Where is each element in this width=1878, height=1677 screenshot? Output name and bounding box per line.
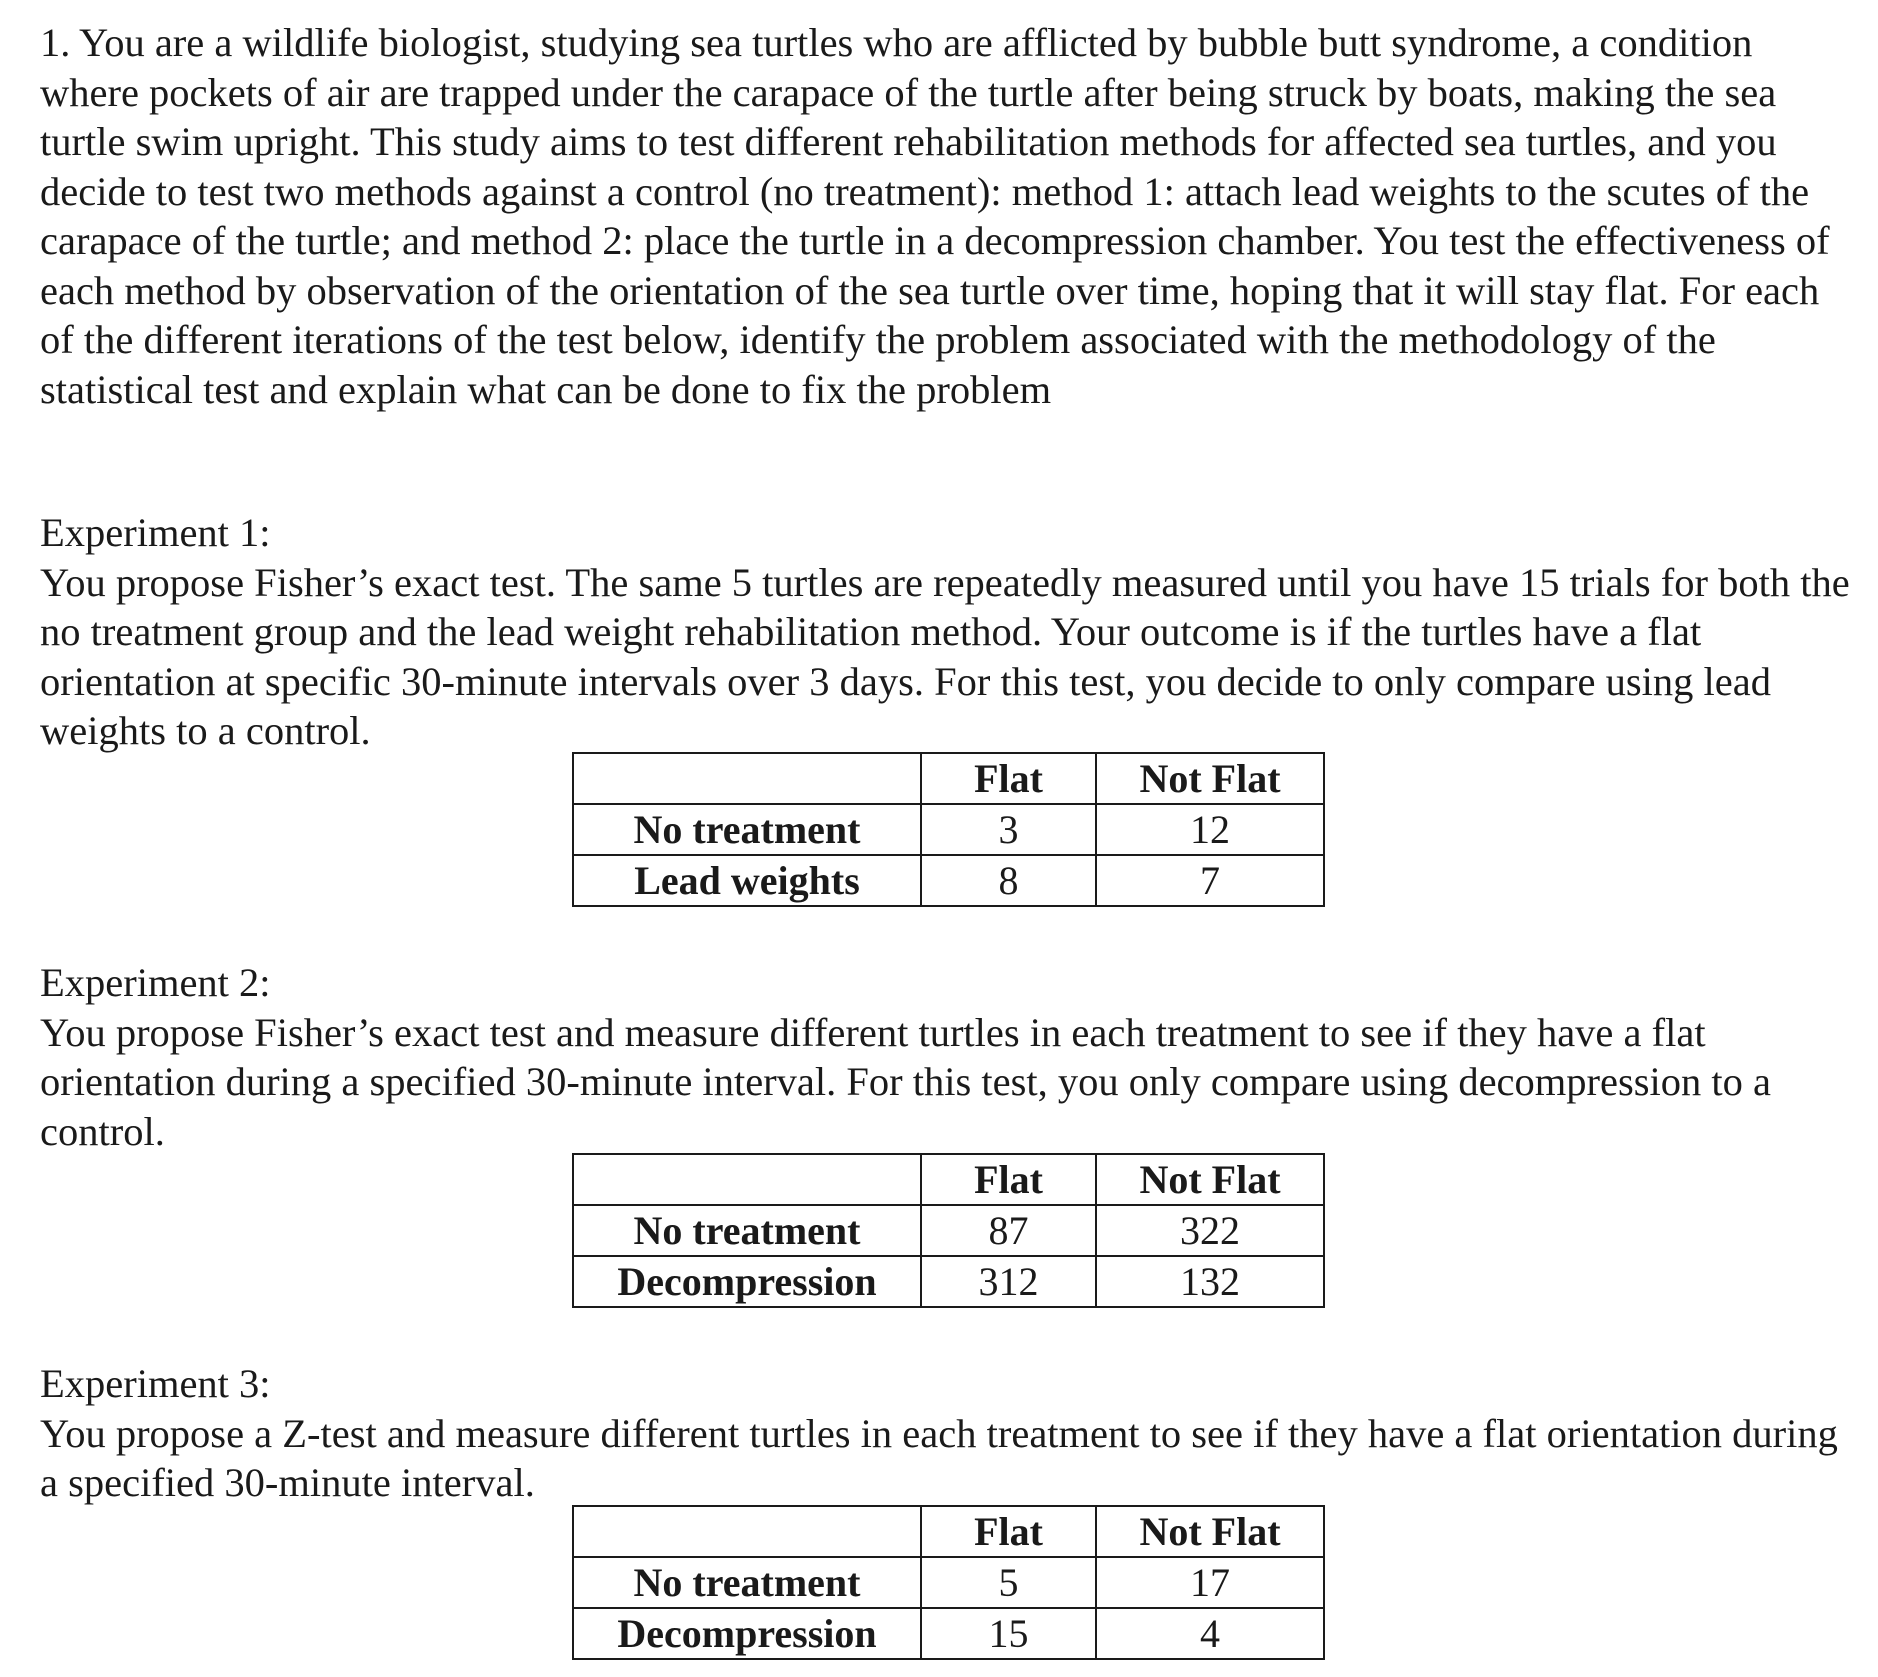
cell-not-flat: 132 bbox=[1096, 1256, 1324, 1307]
cell-not-flat: 322 bbox=[1096, 1205, 1324, 1256]
table-header-row bbox=[573, 1154, 1324, 1205]
table-row bbox=[573, 804, 1324, 855]
cell-flat: 5 bbox=[921, 1557, 1096, 1608]
row-label: Decompression bbox=[573, 1256, 921, 1307]
cell-flat: 87 bbox=[921, 1205, 1096, 1256]
table-corner-cell bbox=[573, 753, 921, 804]
column-header-flat: Flat bbox=[921, 1506, 1096, 1557]
table-corner-cell bbox=[573, 1154, 921, 1205]
experiment-2 bbox=[40, 958, 1860, 1156]
experiment-heading: Experiment 2: bbox=[40, 960, 271, 1005]
table-corner-cell bbox=[573, 1506, 921, 1557]
cell-not-flat: 17 bbox=[1096, 1557, 1324, 1608]
experiment-1 bbox=[40, 508, 1860, 756]
experiment-description: You propose Fisher’s exact test and measure different turtles in each treatment to see if they have a flat orientation during a specified 30-minute interval. For this test, you only compare using decompression to a control. bbox=[40, 1009, 1771, 1154]
document-page bbox=[40, 18, 1860, 1656]
row-label: No treatment bbox=[573, 1205, 921, 1256]
column-header-not-flat: Not Flat bbox=[1096, 1154, 1324, 1205]
column-header-flat: Flat bbox=[921, 1154, 1096, 1205]
cell-not-flat: 12 bbox=[1096, 804, 1324, 855]
column-header-not-flat: Not Flat bbox=[1096, 1506, 1324, 1557]
row-label: Decompression bbox=[573, 1608, 921, 1659]
contingency-table-1 bbox=[572, 752, 1325, 907]
table-row bbox=[573, 855, 1324, 906]
table-row bbox=[573, 1205, 1324, 1256]
column-header-flat: Flat bbox=[921, 753, 1096, 804]
question-intro: 1. You are a wildlife biologist, studying sea turtles who are afflicted by bubble butt syndrome, a condition where pockets of air are trapped under the carapace of the turtle after being struck by boats, making the sea turtle swim upright. This study aims to test different rehabilitation methods for affected sea turtles, and you decide to test two methods against a control (no treatment): method 1: attach lead weights to the scutes of the carapace of the turtle; and method 2: place the turtle in a decompression chamber. You test the effectiveness of each method by observation of the orientation of the sea turtle over time, hoping that it will stay flat. For each of the different iterations of the test below, identify the problem associated with the methodology of the statistical test and explain what can be done to fix the problem bbox=[40, 20, 1830, 412]
cell-flat: 8 bbox=[921, 855, 1096, 906]
table-row bbox=[573, 1608, 1324, 1659]
experiment-heading: Experiment 1: bbox=[40, 510, 271, 555]
cell-flat: 15 bbox=[921, 1608, 1096, 1659]
table-row bbox=[573, 1557, 1324, 1608]
row-label: No treatment bbox=[573, 1557, 921, 1608]
column-header-not-flat: Not Flat bbox=[1096, 753, 1324, 804]
experiment-description: You propose Fisher’s exact test. The same 5 turtles are repeatedly measured until you have 15 trials for both the no treatment group and the lead weight rehabilitation method. Your outcome is if the turtles have a flat orientation at specific 30-minute intervals over 3 days. For this test, you decide to only compare using lead weights to a control. bbox=[40, 559, 1850, 753]
row-label: No treatment bbox=[573, 804, 921, 855]
cell-not-flat: 4 bbox=[1096, 1608, 1324, 1659]
experiment-heading: Experiment 3: bbox=[40, 1361, 271, 1406]
contingency-table-2 bbox=[572, 1153, 1325, 1308]
table-header-row bbox=[573, 1506, 1324, 1557]
row-label: Lead weights bbox=[573, 855, 921, 906]
table-row bbox=[573, 1256, 1324, 1307]
table-header-row bbox=[573, 753, 1324, 804]
cell-not-flat: 7 bbox=[1096, 855, 1324, 906]
experiment-3 bbox=[40, 1359, 1860, 1508]
experiment-description: You propose a Z-test and measure different turtles in each treatment to see if they have a flat orientation during a specified 30-minute interval. bbox=[40, 1410, 1838, 1505]
cell-flat: 3 bbox=[921, 804, 1096, 855]
cell-flat: 312 bbox=[921, 1256, 1096, 1307]
contingency-table-3 bbox=[572, 1505, 1325, 1660]
